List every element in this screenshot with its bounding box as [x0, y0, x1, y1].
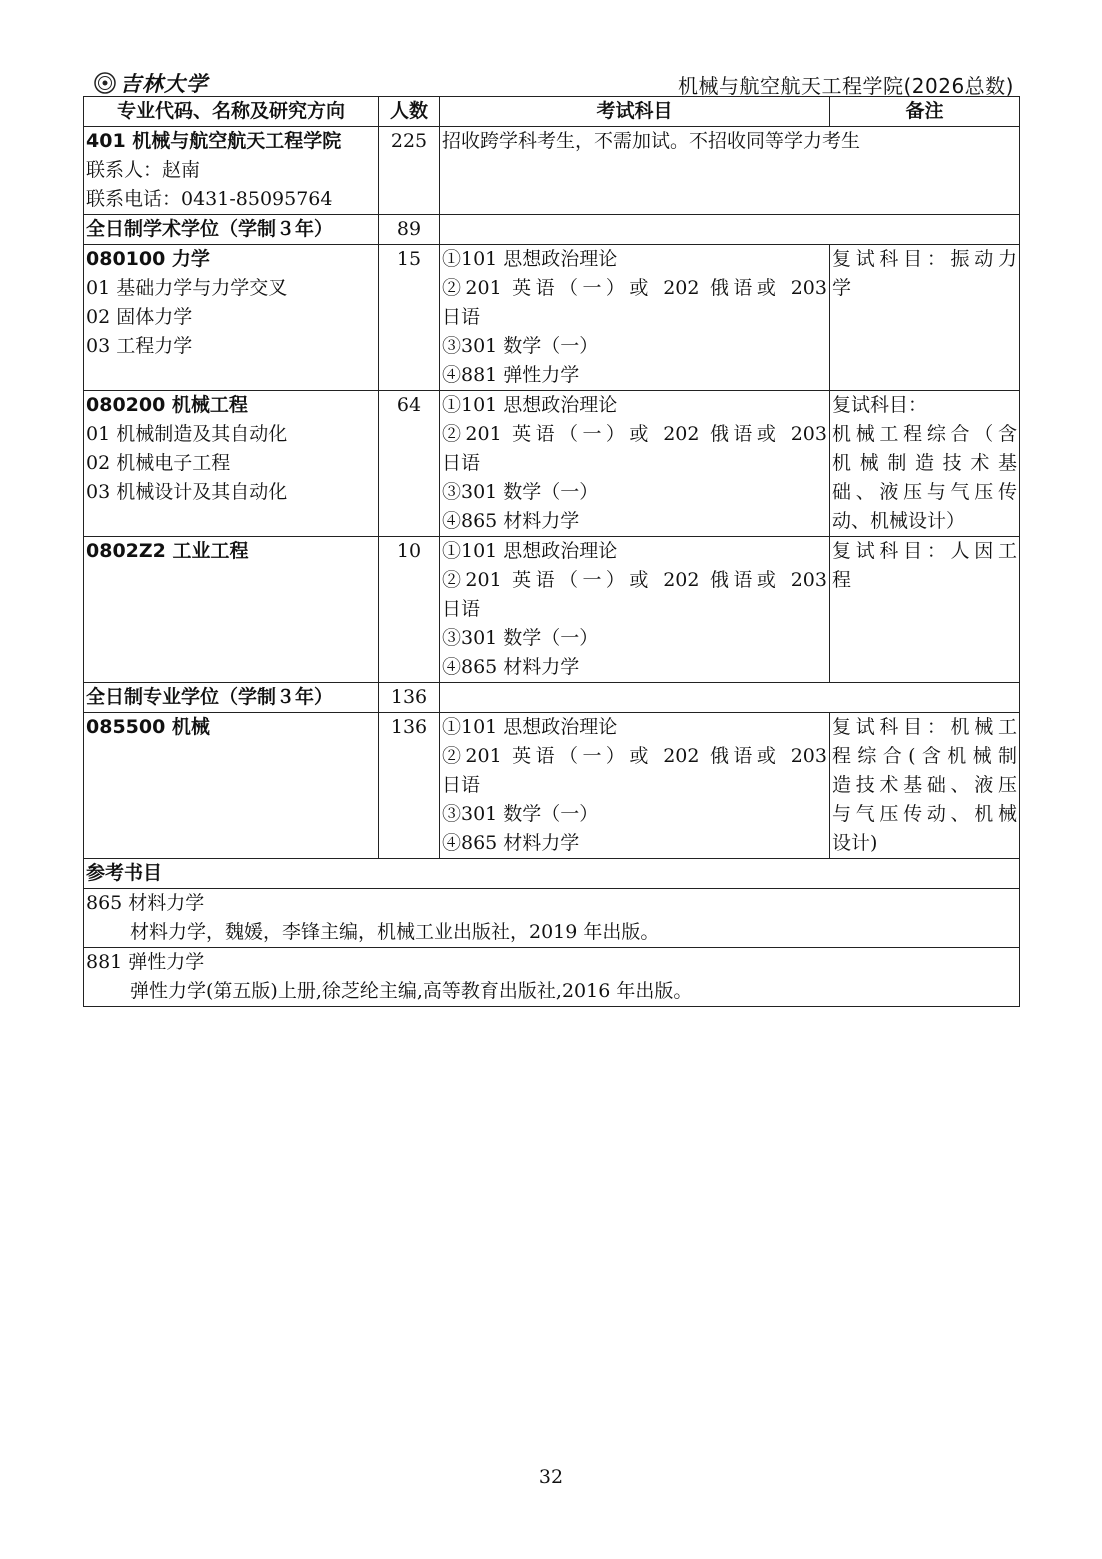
exam-subject: ②201 英语（一）或 202 俄语或 203	[442, 423, 827, 445]
university-seal-icon	[94, 72, 116, 94]
dept-name: 401 机械与航空航天工程学院	[86, 130, 342, 152]
remark-line: 学	[832, 277, 852, 299]
dept-count: 225	[379, 127, 440, 215]
column-header: 考试科目	[440, 97, 830, 127]
remark-line: 复试科目：	[832, 394, 928, 416]
program-direction: 03 工程力学	[86, 335, 193, 357]
exam-subject: ④865 材料力学	[442, 510, 580, 532]
dept-note: 招收跨学科考生，不需加试。不招收同等学力考生	[440, 127, 1020, 215]
program-row	[84, 391, 1020, 537]
university-logo	[94, 70, 208, 96]
category-row	[84, 683, 1020, 713]
admissions-table	[83, 96, 1020, 1007]
logo-text: 吉林大学	[120, 71, 208, 96]
remark-line: 机械制造技术基	[832, 452, 1017, 474]
remark-line: 机械工程综合（含	[832, 423, 1017, 445]
remark-line: 础、液压与气压传	[832, 481, 1017, 503]
program-count: 64	[379, 391, 440, 537]
exam-subject: ①101 思想政治理论	[442, 394, 618, 416]
exam-subject: ②201 英语（一）或 202 俄语或 203	[442, 277, 827, 299]
category-label: 全日制学术学位（学制３年）	[84, 215, 379, 245]
remark-line: 造技术基础、液压	[832, 774, 1017, 796]
program-direction: 02 固体力学	[86, 306, 193, 328]
program-direction: 01 基础力学与力学交叉	[86, 277, 288, 299]
remark-line: 复试科目：机械工	[832, 716, 1017, 738]
exam-subject: ①101 思想政治理论	[442, 248, 618, 270]
column-header: 人数	[379, 97, 440, 127]
dept-info	[84, 127, 379, 215]
program-title: 0802Z2 工业工程	[86, 540, 249, 562]
program-row	[84, 245, 1020, 391]
category-label: 全日制专业学位（学制３年）	[84, 683, 379, 713]
category-count: 136	[379, 683, 440, 713]
remark-line: 动、机械设计）	[832, 510, 966, 532]
column-header: 专业代码、名称及研究方向	[84, 97, 379, 127]
remark-line: 程	[832, 569, 852, 591]
exam-subject: ④865 材料力学	[442, 656, 580, 678]
exam-subject: 日语	[442, 306, 481, 328]
reference-book: 材料力学，魏媛，李锋主编，机械工业出版社，2019 年出版。	[130, 921, 660, 943]
exam-subject: ④865 材料力学	[442, 832, 580, 854]
program-remark	[830, 713, 1020, 859]
program-direction: 02 机械电子工程	[86, 452, 231, 474]
category-count: 89	[379, 215, 440, 245]
program-direction: 03 机械设计及其自动化	[86, 481, 288, 503]
references-heading-row	[84, 859, 1020, 889]
remark-line: 设计)	[832, 832, 878, 854]
exam-subject: ①101 思想政治理论	[442, 540, 618, 562]
remark-line: 复试科目：振动力	[832, 248, 1017, 270]
exam-subject: ③301 数学（一）	[442, 627, 599, 649]
program-count: 136	[379, 713, 440, 859]
program-remark	[830, 537, 1020, 683]
exam-subject: ②201 英语（一）或 202 俄语或 203	[442, 569, 827, 591]
exam-subject: 日语	[442, 598, 481, 620]
program-title: 085500 机械	[86, 716, 210, 738]
page-title: 机械与航空航天工程学院(2026总数)	[677, 74, 1014, 98]
reference-book: 弹性力学(第五版)上册,徐芝纶主编,高等教育出版社,2016 年出版。	[130, 980, 693, 1002]
reference-subject: 865 材料力学	[86, 892, 205, 914]
reference-row	[84, 948, 1020, 1007]
program-exams	[440, 391, 830, 537]
remark-line: 复试科目：人因工	[832, 540, 1017, 562]
reference-subject: 881 弹性力学	[86, 951, 205, 973]
exam-subject: 日语	[442, 452, 481, 474]
table-header-row	[84, 97, 1020, 127]
program-title: 080100 力学	[86, 248, 210, 270]
dept-row	[84, 127, 1020, 215]
program-title: 080200 机械工程	[86, 394, 248, 416]
exam-subject: ③301 数学（一）	[442, 803, 599, 825]
remark-line: 与气压传动、机械	[832, 803, 1017, 825]
program-count: 15	[379, 245, 440, 391]
category-row	[84, 215, 1020, 245]
exam-subject: 日语	[442, 774, 481, 796]
program-remark	[830, 245, 1020, 391]
exam-subject: ②201 英语（一）或 202 俄语或 203	[442, 745, 827, 767]
remark-line: 程综合(含机械制	[832, 745, 1017, 767]
exam-subject: ③301 数学（一）	[442, 481, 599, 503]
exam-subject: ①101 思想政治理论	[442, 716, 618, 738]
page-header	[84, 66, 1018, 96]
program-count: 10	[379, 537, 440, 683]
references-heading: 参考书目	[84, 859, 1020, 889]
exam-subject: ④881 弹性力学	[442, 364, 580, 386]
program-exams	[440, 245, 830, 391]
program-exams	[440, 713, 830, 859]
program-row	[84, 537, 1020, 683]
program-exams	[440, 537, 830, 683]
column-header: 备注	[830, 97, 1020, 127]
program-row	[84, 713, 1020, 859]
dept-contact: 联系人：赵南	[86, 159, 201, 181]
program-remark	[830, 391, 1020, 537]
dept-phone: 联系电话：0431-85095764	[86, 188, 333, 210]
exam-subject: ③301 数学（一）	[442, 335, 599, 357]
page-number: 32	[538, 1466, 564, 1488]
program-direction: 01 机械制造及其自动化	[86, 423, 288, 445]
reference-row	[84, 889, 1020, 948]
